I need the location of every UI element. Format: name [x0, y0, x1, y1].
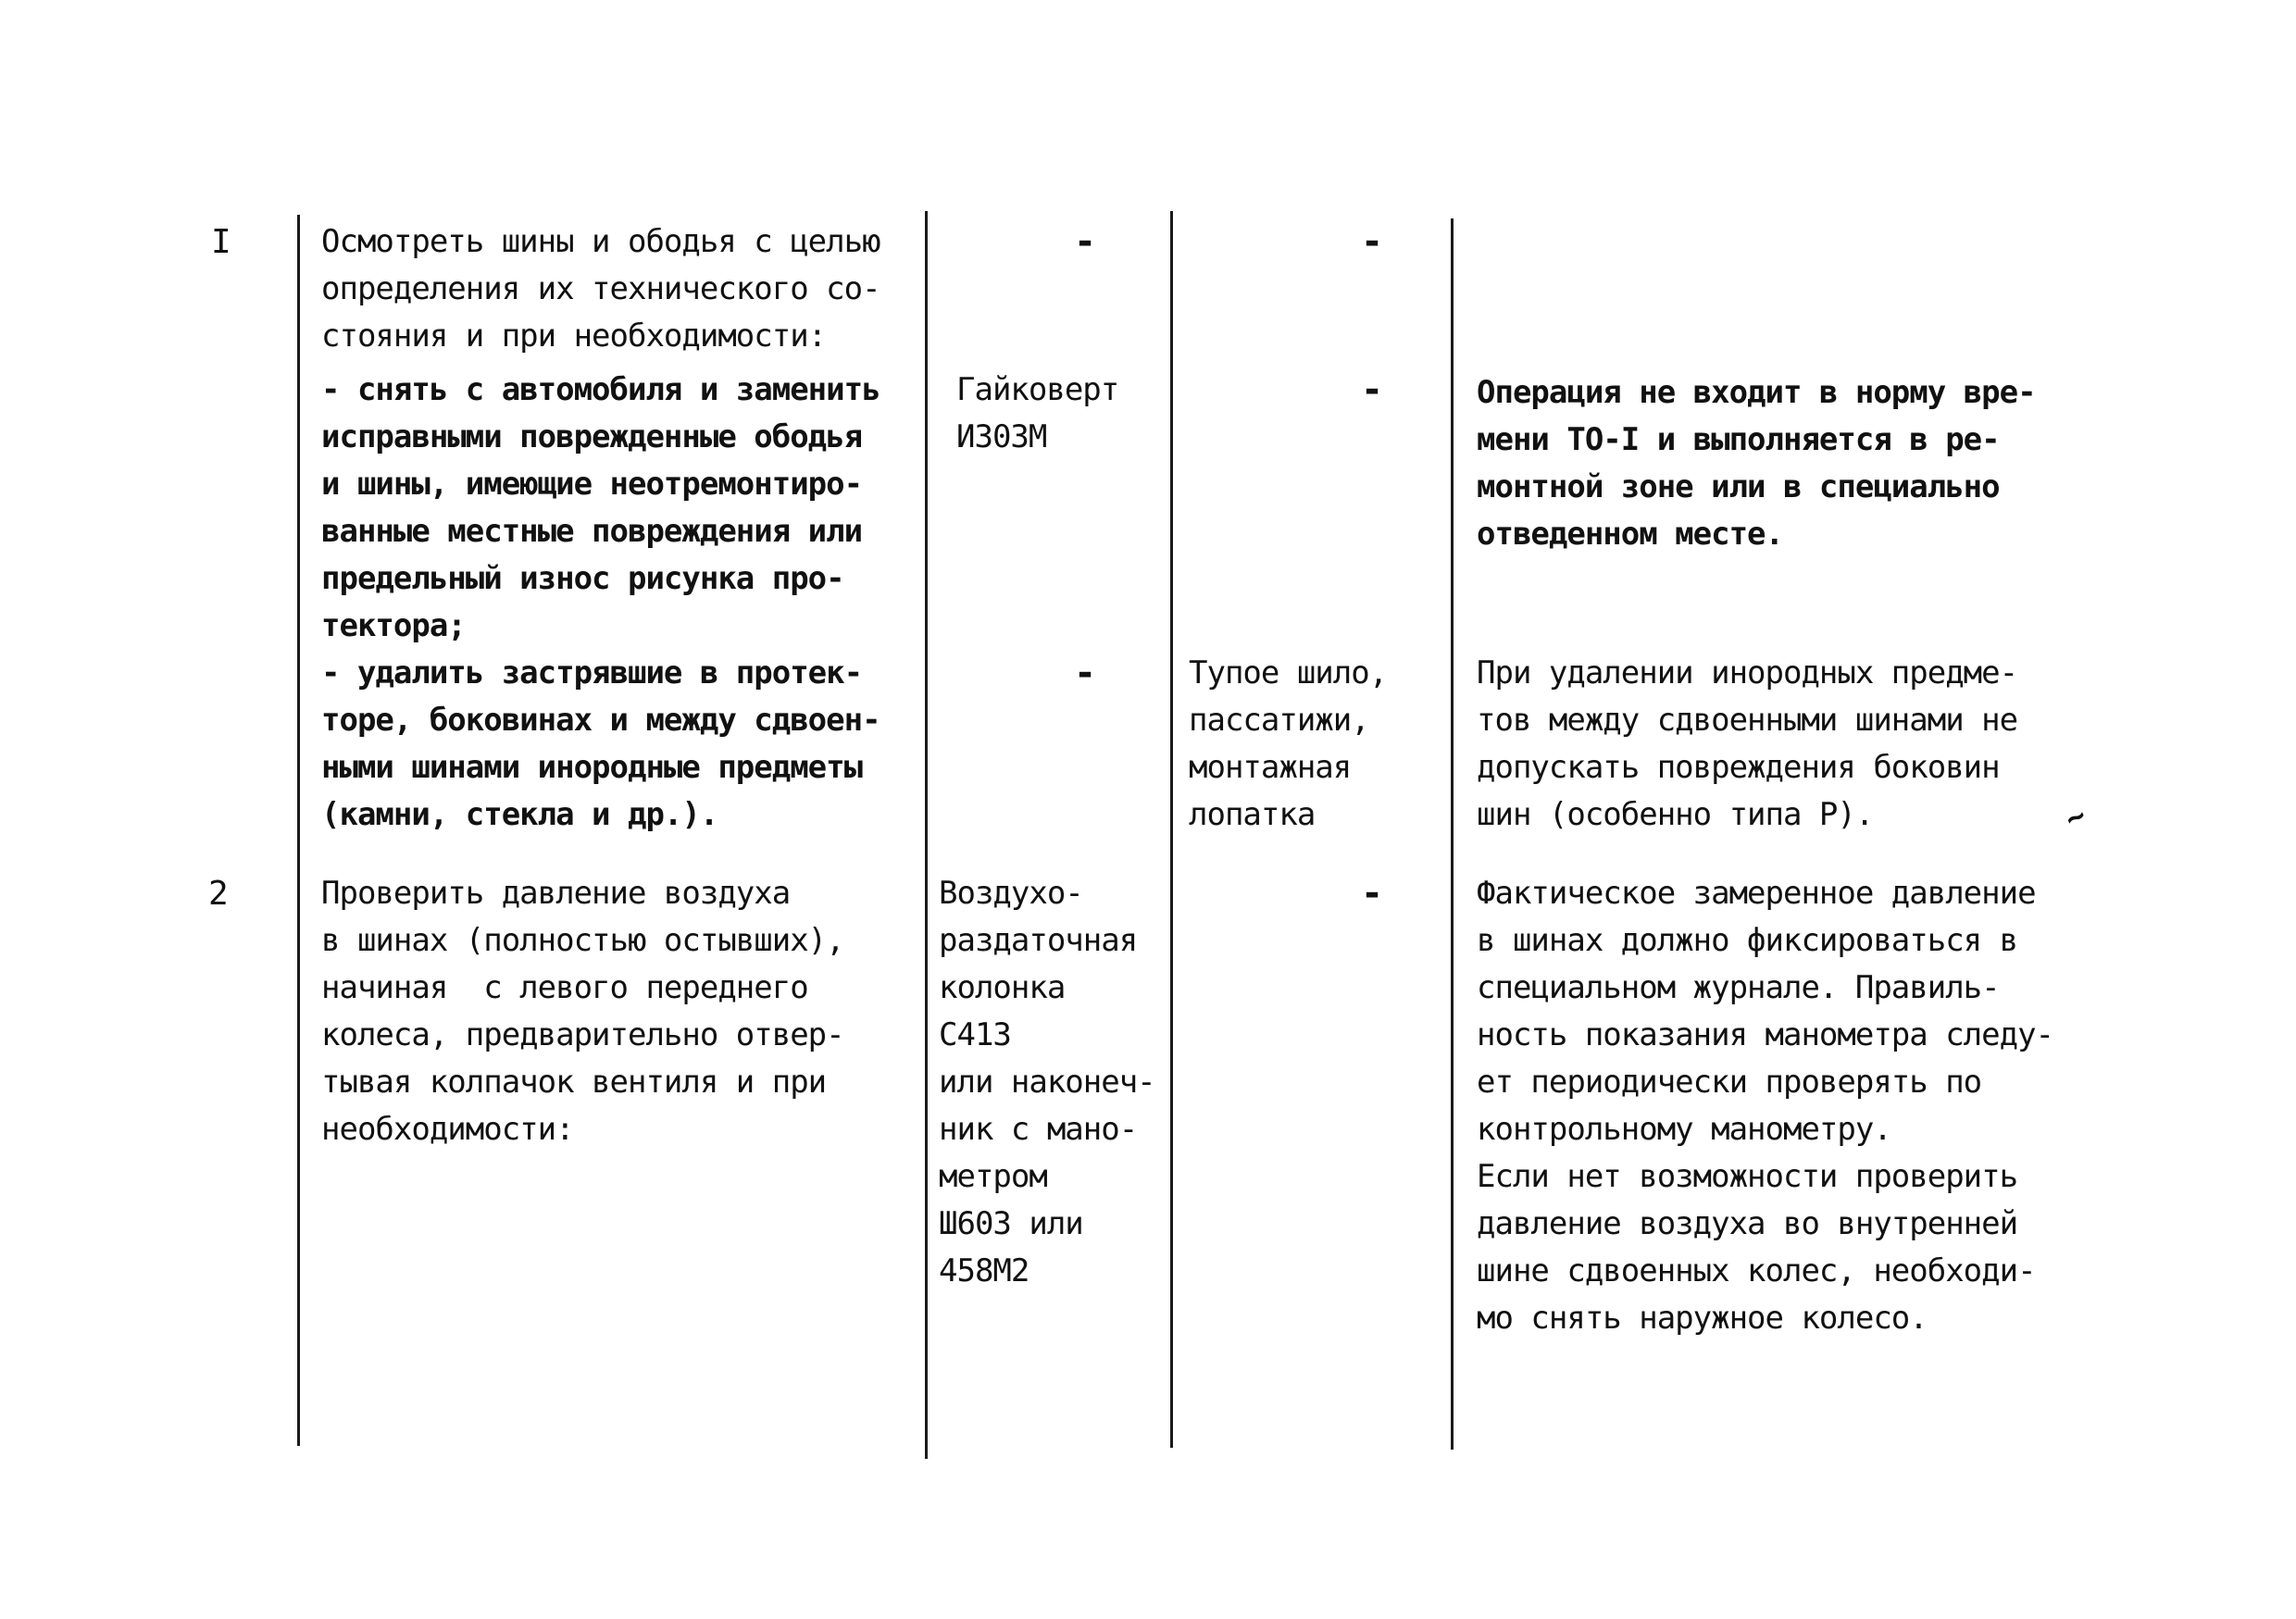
column-rule-3 — [1170, 211, 1173, 1448]
note-text: При удалении инородных предме- тов между сдвоенными шинами не допускать повреждения боковин шин (особенно типа Р). — [1477, 654, 2018, 833]
tool-text: - — [1074, 220, 1097, 263]
note-text: Фактическое замеренное давление в шинах должно фиксироваться в специальном журнале. Правиль- ность показания манометра следу- ет периодически проверять по контрольному манометру. Если нет возможности проверить давление воздуха во внутренней шине сдвоенных колес, необходи- мо снять наружное колесо. — [1477, 875, 2054, 1337]
column-rule-2 — [925, 211, 928, 1459]
operation-text: Осмотреть шины и ободья с целью определения их технического со- стояния и при необходимости: — [321, 223, 880, 355]
note-text: Операция не входит в норму вре- мени ТО-I и выполняется в ре- монтной зоне или в специально отведенном месте. — [1477, 374, 2036, 553]
row-number: 2 — [208, 875, 228, 913]
operation-text: Проверить давление воздуха в шинах (полностью остывших), начиная с левого переднего колеса, предварительно отвер- тывая колпачок вентиля и при необходимости: — [321, 875, 844, 1148]
tool-text: Гайковерт И303М — [956, 371, 1119, 455]
equipment-text: - — [1361, 220, 1384, 263]
row-number: I — [211, 223, 231, 261]
column-rule-1 — [297, 215, 300, 1446]
column-rule-4 — [1451, 218, 1454, 1450]
equipment-text: - — [1361, 368, 1384, 411]
tool-text: Воздухо- раздаточная колонка С413 или наконеч- ник с мано- метром Ш603 или 458М2 — [939, 875, 1155, 1289]
tool-text: - — [1074, 652, 1097, 694]
operation-text: - удалить застрявшие в протек- торе, боковинах и между сдвоен- ными шинами инородные предметы (камни, стекла и др.). — [321, 654, 880, 833]
equipment-text: Тупое шило, пассатижи, монтажная лопатка — [1189, 654, 1388, 833]
margin-mark: ~ — [2059, 796, 2092, 839]
equipment-text: - — [1361, 872, 1384, 915]
operation-text: - снять с автомобиля и заменить исправными поврежденные ободья и шины, имеющие неотремонтиро- ванные местные повреждения или предельный износ рисунка про- тектора; — [321, 371, 880, 644]
